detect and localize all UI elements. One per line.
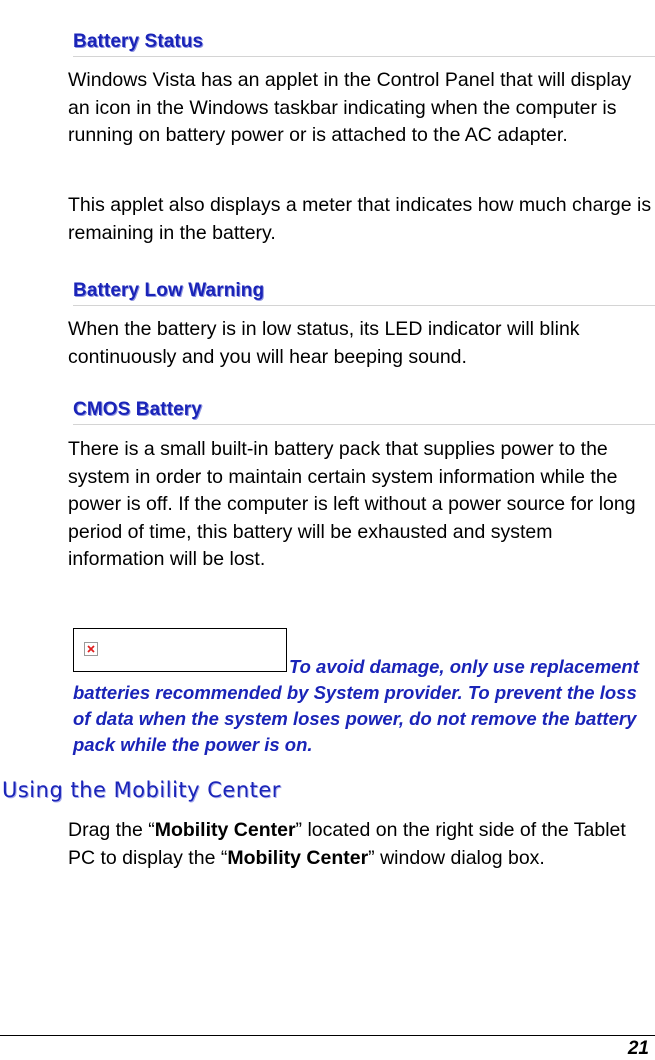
heading-text: Battery Status (73, 31, 204, 52)
section-heading-battery-low-warning (73, 280, 655, 306)
paragraph-battery-low-warning: When the battery is in low status, its LED indicator will blink continuously and you will hear beeping sound. (68, 318, 580, 368)
bold-mobility-center: Mobility Center (154, 819, 296, 841)
footer-divider (0, 1035, 655, 1036)
page-number: 21 (627, 1038, 649, 1059)
heading-text: CMOS Battery (73, 399, 202, 420)
paragraph-cmos-battery: There is a small built-in battery pack that supplies power to the system in order to maintain certain system information while the power is off. If the computer is left without a power source for long period of time, this battery will be exhausted and system information will be lost. (68, 438, 636, 570)
caution-note: To avoid damage, only use replacement batteries recommended by System provider. To prevent the loss of data when the system loses power, do not remove the battery pack while the power is on. (73, 656, 639, 755)
paragraph-battery-status-2: This applet also displays a meter that indicates how much charge is remaining in the battery. (68, 194, 652, 244)
bold-mobility-center-window: Mobility Center (227, 846, 369, 869)
paragraph-battery-status-1: Windows Vista has an applet in the Control Panel that will display an icon in the Windows taskbar indicating when the computer is running on battery power or is attached to the AC adapter. (68, 69, 632, 146)
heading-text: Battery Low Warning (73, 280, 265, 301)
heading-using-mobility-center: Using the Mobility Center (2, 778, 281, 802)
section-heading-battery-status (73, 31, 655, 57)
paragraph-mobility-center: Drag the “Mobility Center” located on the right side of the Tablet PC to display the “Mobility Center” window dialog box. (68, 819, 626, 869)
section-heading-cmos-battery (73, 399, 655, 425)
